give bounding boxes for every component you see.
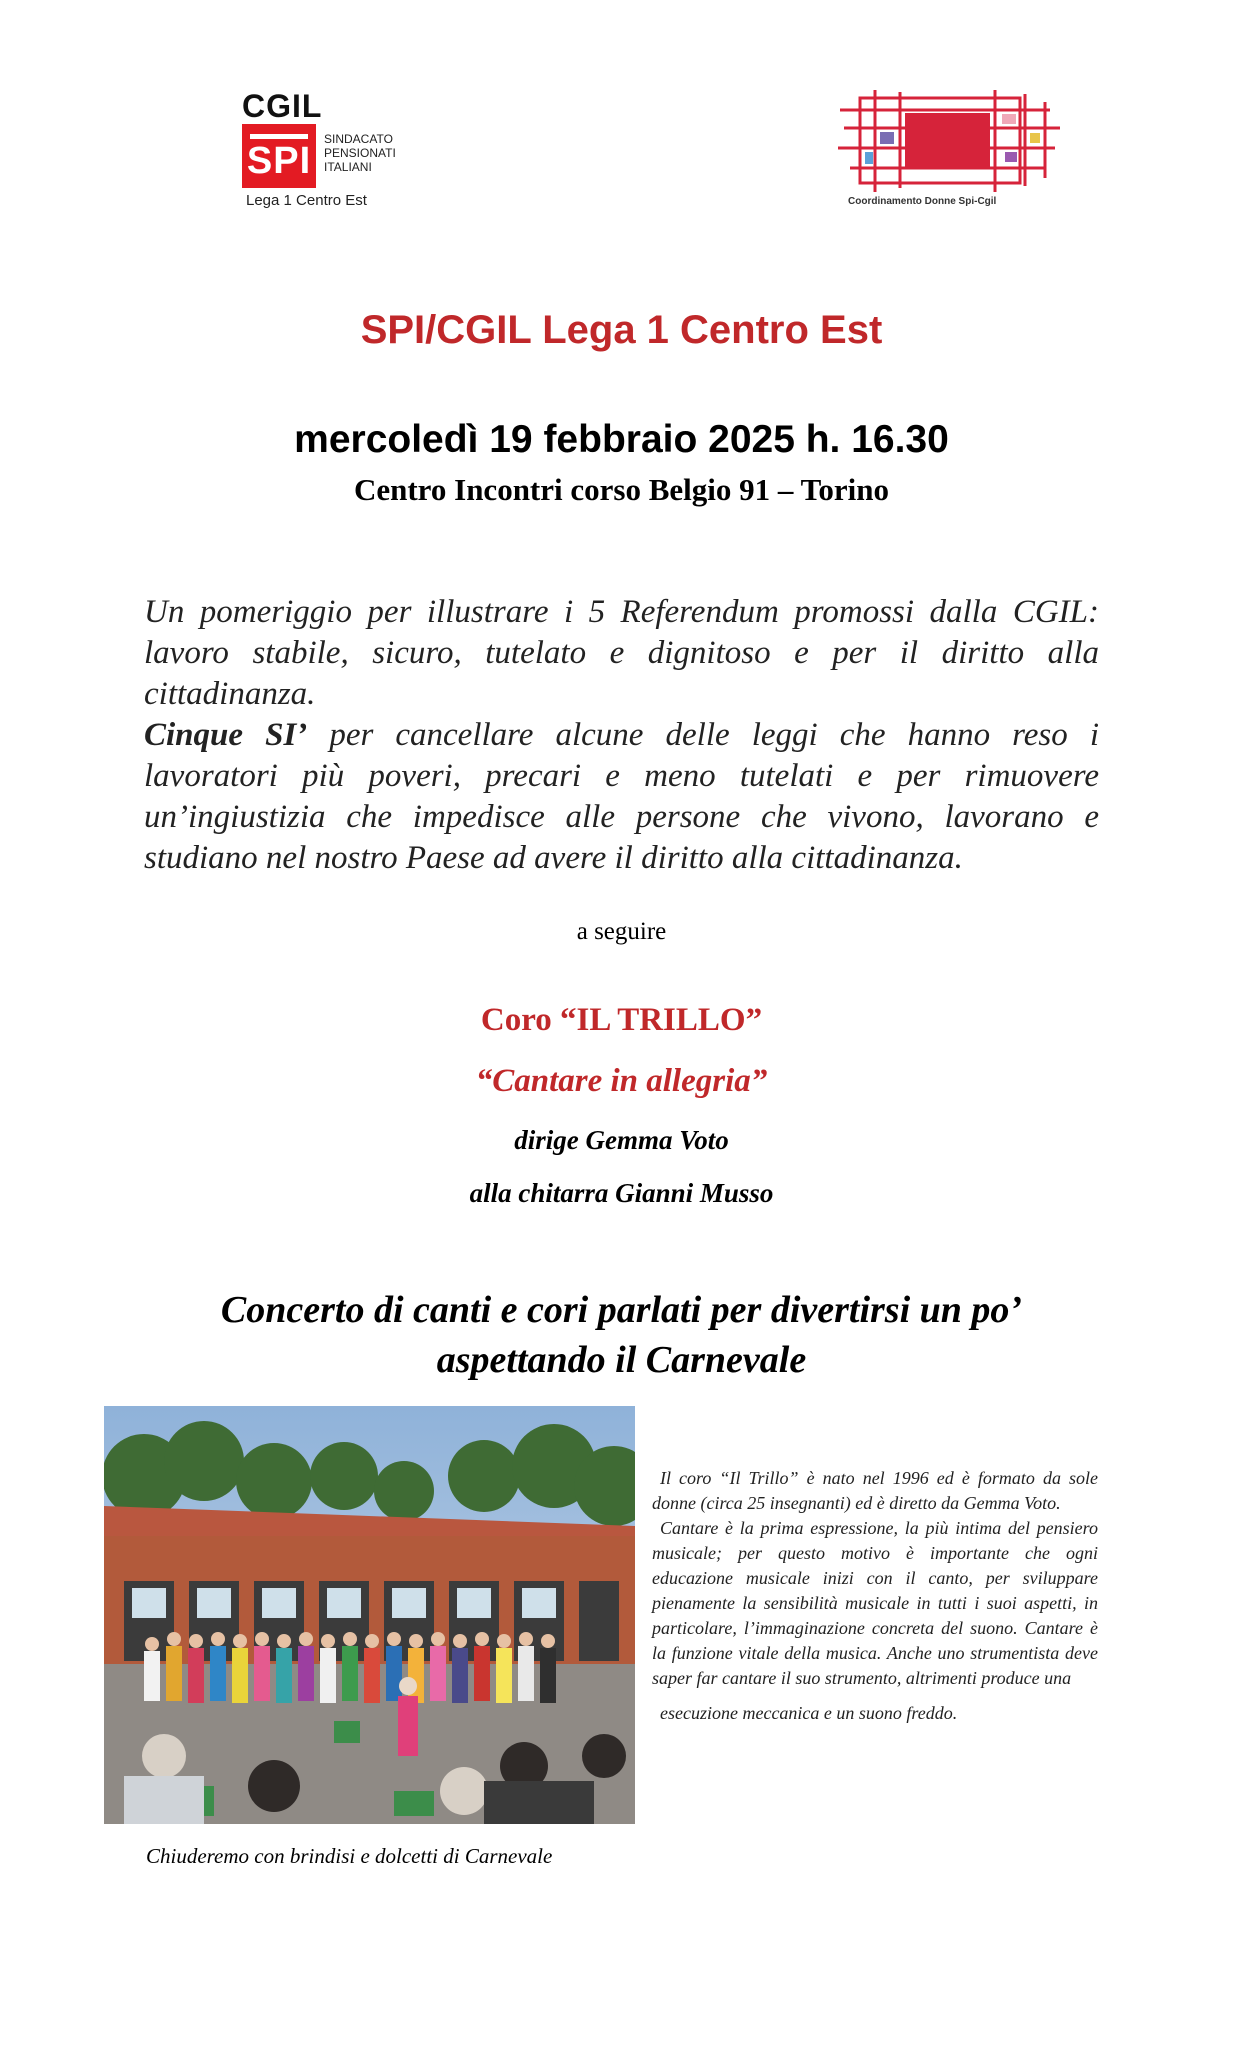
choir-photo [104,1406,635,1824]
event-place: Centro Incontri corso Belgio 91 – Torino [353,472,890,507]
coordinamento-donne-logo [830,88,1070,213]
spi-side-text [324,132,396,174]
choir-description [652,1466,1098,1726]
spi-badge-text: SPI [246,140,312,182]
intro-paragraph: Un pomeriggio per illustrare i 5 Referendum promossi dalla CGIL: lavoro stabile, sicuro, tutelato e dignitoso e per il diritto alla cittadinanza. [144,594,1099,712]
choir-description-paragraph: Il coro “Il Trillo” è nato nel 1996 ed è formato da sole donne (circa 25 insegnanti) ed è diretto da Gemma Voto. [652,1468,1098,1513]
cinque-si-text: per cancellare alcune delle leggi che hanno reso i lavoratori più poveri, precari e meno tutelati e per rimuovere un’ingiustizia che impedisce alle persone che vivono, lavorano e studiano nel nostro Paese ad avere il diritto alla cittadinanza. [144,717,1099,876]
coro-subtitle: “Cantare in allegria” [475,1063,768,1099]
coordinamento-caption: Coordinamento Donne Spi-Cgil [848,196,997,207]
coordinamento-logo-graphic [830,88,1070,194]
choir-photo-illustration [104,1406,635,1824]
concert-heading-line: aspettando il Carnevale [436,1339,807,1381]
page-title: SPI/CGIL Lega 1 Centro Est [360,308,883,352]
conductor-line: dirige Gemma Voto [514,1125,729,1155]
photo-caption: Chiuderemo con brindisi e dolcetti di Carnevale [146,1844,553,1868]
concert-heading [0,1285,1243,1385]
cgil-wordmark: CGIL [242,88,323,124]
spi-side-line: PENSIONATI [324,146,396,160]
concert-heading-line: Concerto di canti e cori parlati per divertirsi un po’ [220,1289,1023,1331]
guitar-line: alla chitarra Gianni Musso [469,1178,774,1208]
lega-subtitle: Lega 1 Centro Est [246,192,367,209]
spi-side-line: ITALIANI [324,160,372,174]
spi-badge-bar [250,134,308,139]
cgil-spi-logo [240,88,430,213]
spi-side-line: SINDACATO [324,132,393,146]
a-seguire: a seguire [576,918,667,945]
choir-description-paragraph: Cantare è la prima espressione, la più intima del pensiero musicale; per questo motivo è importante che ogni educazione musicale inizi con il canto, per sviluppare pienamente la sensibilità musicale in tutti i suoi aspetti, in particolare, l’immaginazione concreta del suono. Cantare è la funzione vitale della musica. Anche uno strumentista deve saper far cantare il suo strumento, altrimenti produce una [652,1518,1098,1688]
choir-description-paragraph: esecuzione meccanica e un suono freddo. [660,1703,958,1723]
cinque-si-paragraph [144,715,1099,879]
cinque-si-bold: Cinque SI’ [144,717,308,753]
event-date: mercoledì 19 febbraio 2025 h. 16.30 [294,418,949,461]
spi-badge [242,124,316,188]
coro-name: Coro “IL TRILLO” [480,1002,763,1038]
